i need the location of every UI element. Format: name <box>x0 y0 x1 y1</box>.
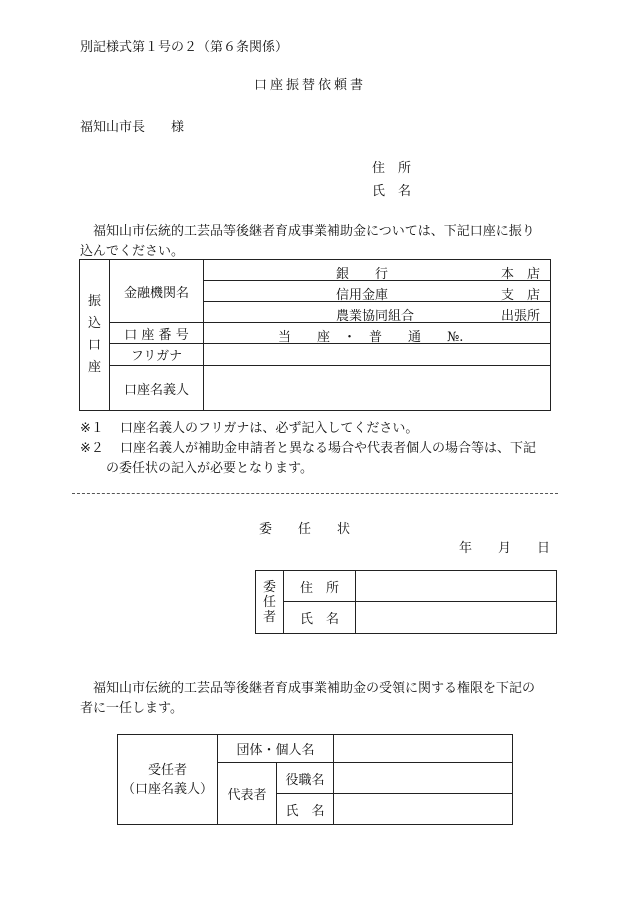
proxy-statement-line-1: 福知山市伝統的工芸品等後継者育成事業補助金の受領に関する権限を下記の <box>93 681 536 696</box>
intro-line-1: 福知山市伝統的工芸品等後継者育成事業補助金については、下記口座に振り <box>93 224 535 239</box>
position-label: 役職名 <box>277 763 334 794</box>
bank-type-row[interactable]: 銀 行 本 店 <box>204 260 551 281</box>
account-number-label: 口 座 番 号 <box>110 323 204 344</box>
representative-name-field[interactable] <box>334 794 513 825</box>
furigana-field[interactable] <box>204 344 551 366</box>
addressee: 福知山市長 様 <box>80 120 185 135</box>
account-table <box>79 259 551 411</box>
form-number: 別記様式第１号の２（第６条関係） <box>80 40 289 55</box>
delegator-address-label: 住 所 <box>284 571 356 602</box>
intro-line-2: 込んでください。 <box>80 244 185 259</box>
note-2-mark: ※２ <box>80 441 104 456</box>
account-holder-label: 口座名義人 <box>110 366 204 411</box>
delegator-name-field[interactable] <box>356 602 557 634</box>
note-1-text: 口座名義人のフリガナは、必ず記入してください。 <box>120 421 419 436</box>
transfer-account-side-label: 振 込 口 座 <box>80 260 110 411</box>
delegator-table <box>255 570 557 634</box>
delegator-name-label: 氏 名 <box>284 602 356 634</box>
note-2-text: 口座名義人が補助金申請者と異なる場合や代表者個人の場合等は、下記 <box>120 441 537 456</box>
delegator-address-field[interactable] <box>356 571 557 602</box>
page-title: 口座振替依頼書 <box>254 78 367 93</box>
note-2-continuation: の委任状の記入が必要となります。 <box>106 461 313 476</box>
delegate-label: 受任者 （口座名義人） <box>118 735 218 825</box>
cut-line <box>72 493 558 494</box>
applicant-address-label: 住 所 <box>372 161 412 176</box>
delegate-table <box>117 734 513 825</box>
bank-name-label: 金融機関名 <box>110 260 204 323</box>
proxy-statement-line-2: 者に一任します。 <box>80 701 183 716</box>
representative-label: 代表者 <box>218 763 277 825</box>
delegator-side-label: 委任者 <box>256 571 284 634</box>
organization-name-label: 団体・個人名 <box>218 735 334 763</box>
account-holder-field[interactable] <box>204 366 551 411</box>
note-1-mark: ※１ <box>80 421 104 436</box>
account-number-field[interactable]: 当 座 ・ 普 通 №. <box>204 323 551 344</box>
bank-type-row[interactable]: 信用金庫 支 店 <box>204 281 551 302</box>
representative-name-label: 氏 名 <box>277 794 334 825</box>
applicant-name-label: 氏 名 <box>372 184 412 199</box>
bank-type-row[interactable]: 農業協同組合 出張所 <box>204 302 551 323</box>
organization-name-field[interactable] <box>334 735 513 763</box>
furigana-label: フリガナ <box>110 344 204 366</box>
date-line: 年 月 日 <box>459 541 551 556</box>
position-field[interactable] <box>334 763 513 794</box>
proxy-title: 委 任 状 <box>259 522 351 537</box>
